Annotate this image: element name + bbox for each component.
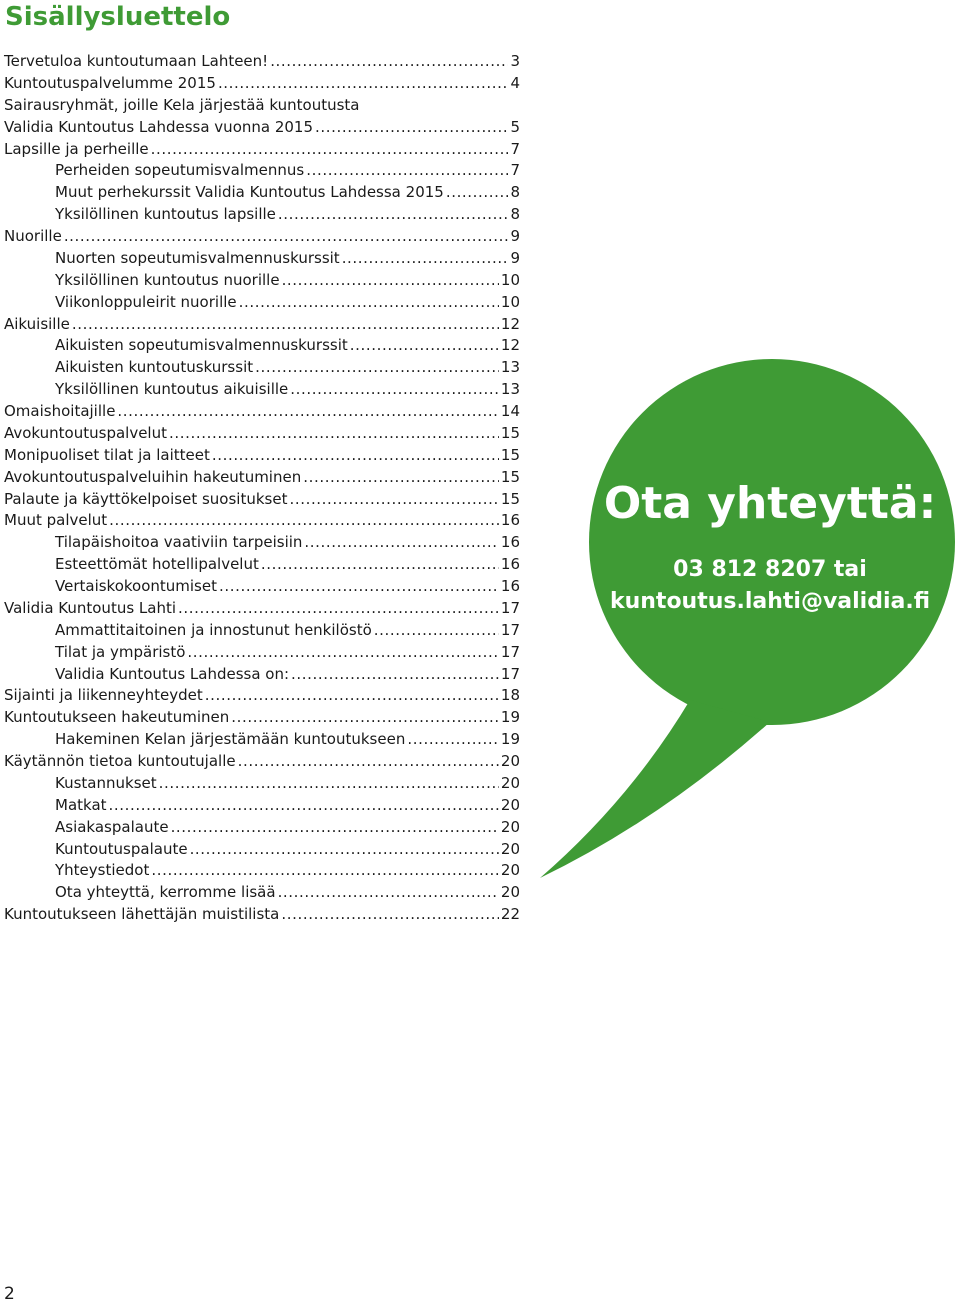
toc-entry-page: 16 xyxy=(500,533,520,552)
toc-entry-page: 13 xyxy=(500,380,520,399)
toc-entry-title: Kuntoutuspalaute xyxy=(55,839,188,858)
page-title: Sisällysluettelo xyxy=(5,2,231,32)
toc-entry-page: 9 xyxy=(510,227,520,245)
toc-entry-title: Kuntoutuspalvelumme 2015 xyxy=(4,73,216,92)
toc-entry-page: 9 xyxy=(510,248,520,267)
toc-entry-title: Tilat ja ympäristö xyxy=(55,642,186,661)
toc-entry-title: Esteettömät hotellipalvelut xyxy=(55,555,259,574)
toc-entry-title: Validia Kuntoutus Lahti xyxy=(4,598,177,617)
toc-entry-title: Muut perhekurssit Validia Kuntoutus Lahdessa 2015 xyxy=(55,183,444,202)
toc-entry-page: 16 xyxy=(500,577,520,595)
toc-entry-title: Yksilöllinen kuntoutus aikuisille xyxy=(55,380,289,399)
toc-entry-page: 20 xyxy=(500,839,520,858)
toc-entry-title: Aikuisille xyxy=(4,314,70,333)
toc-entry-page: 14 xyxy=(500,402,520,420)
toc-entry-title: Hakeminen Kelan järjestämään kuntoutukseen xyxy=(55,730,406,749)
toc-entry-page: 20 xyxy=(500,752,520,770)
toc-entry-page: 15 xyxy=(500,445,520,464)
toc-entry-page: 17 xyxy=(500,664,520,683)
toc-entry-page: 20 xyxy=(500,883,520,902)
contact-phone: 03 812 8207 tai xyxy=(673,557,867,582)
toc-entry-page: 20 xyxy=(500,861,520,880)
toc-entry-title: Palaute ja käyttökelpoiset suositukset xyxy=(4,489,288,508)
toc-entry-title: Yksilöllinen kuntoutus nuorille xyxy=(55,270,280,289)
toc-entry-title: Aikuisten kuntoutuskurssit xyxy=(55,358,254,377)
toc-entry-title: Tilapäishoitoa vaativiin tarpeisiin xyxy=(55,533,303,552)
toc-entry-title: Viikonloppuleirit nuorille xyxy=(55,292,237,311)
toc-entry-title: Vertaiskokoontumiset xyxy=(55,577,217,595)
toc-entry-page: 19 xyxy=(500,730,520,749)
toc-entry-page: 8 xyxy=(510,205,520,224)
toc-entry-title: Käytännön tietoa kuntoutujalle xyxy=(4,752,236,770)
toc-entry-page: 20 xyxy=(500,773,520,792)
toc-entry-title: Sijainti ja liikenneyhteydet xyxy=(4,686,203,705)
toc-entry-page: 17 xyxy=(500,620,520,639)
toc-entry-title: Monipuoliset tilat ja laitteet xyxy=(4,445,210,464)
toc-entry-page: 5 xyxy=(510,117,520,136)
toc-entry-title: Validia Kuntoutus Lahdessa vuonna 2015 xyxy=(4,117,314,136)
contact-heading: Ota yhteyttä: xyxy=(603,478,937,529)
speech-bubble-tail xyxy=(540,700,770,878)
toc-entry-title: Ammattitaitoinen ja innostunut henkilöstö xyxy=(55,620,372,639)
toc-entry-page: 13 xyxy=(500,358,520,377)
toc-entry-title: Matkat xyxy=(55,795,107,814)
toc-entry-page: 3 xyxy=(510,52,520,70)
toc-entry-title: Perheiden sopeutumisvalmennus xyxy=(55,161,305,180)
toc-entry-page: 16 xyxy=(500,511,520,530)
page-number: 2 xyxy=(4,1284,15,1304)
speech-bubble-circle xyxy=(589,359,955,725)
toc-entry-page: 15 xyxy=(500,467,520,486)
toc-entry-title: Kuntoutukseen lähettäjän muistilista xyxy=(4,905,280,924)
toc-entry-title: Nuorten sopeutumisvalmennuskurssit xyxy=(55,248,340,267)
toc-entry-page: 18 xyxy=(500,686,520,705)
toc-entry-title: Yhteystiedot xyxy=(55,861,150,880)
toc-entry-page: 15 xyxy=(500,489,520,508)
toc-entry-page: 15 xyxy=(500,423,520,442)
contact-email-link[interactable]: kuntoutus.lahti@validia.fi xyxy=(609,589,931,614)
toc-entry-title: Avokuntoutuspalveluihin hakeutuminen xyxy=(4,467,302,486)
toc-entry-title: Asiakaspalaute xyxy=(55,817,169,836)
toc-entry-page: 8 xyxy=(510,183,520,202)
toc-entry-title: Yksilöllinen kuntoutus lapsille xyxy=(55,205,276,224)
toc-entry-title: Kustannukset xyxy=(55,773,157,792)
toc-entry-page: 16 xyxy=(500,555,520,574)
toc-entry-title: Kuntoutukseen hakeutuminen xyxy=(4,708,230,727)
toc-entry-page: 10 xyxy=(500,292,520,311)
toc-entry-page: 17 xyxy=(500,598,520,617)
toc-entry-title: Lapsille ja perheille xyxy=(4,139,149,158)
toc-entry-title: Sairausryhmät, joille Kela järjestää kuntoutusta xyxy=(4,95,360,114)
toc-entry-page: 12 xyxy=(500,336,520,355)
toc-entry-page: 17 xyxy=(500,642,520,661)
toc-entry-title: Avokuntoutuspalvelut xyxy=(4,423,167,442)
toc-entry-page: 22 xyxy=(500,905,520,924)
toc-entry-page: 12 xyxy=(500,314,520,333)
toc-entry-page: 20 xyxy=(500,795,520,814)
toc-entry-page: 20 xyxy=(500,817,520,836)
toc-entry-title: Tervetuloa kuntoutumaan Lahteen! xyxy=(4,52,269,70)
toc-entry-title: Validia Kuntoutus Lahdessa on: xyxy=(55,664,290,683)
toc-entry-title: Omaishoitajille xyxy=(4,402,116,420)
toc-entry-page: 4 xyxy=(510,73,520,92)
toc-entry-title: Muut palvelut xyxy=(4,511,108,530)
toc-entry-page: 7 xyxy=(510,139,520,158)
toc-entry-title: Aikuisten sopeutumisvalmennuskurssit xyxy=(55,336,348,355)
toc-entry-page: 7 xyxy=(510,161,520,180)
toc-entry-page: 10 xyxy=(500,270,520,289)
toc-entry-page: 19 xyxy=(500,708,520,727)
toc-entry-title: Nuorille xyxy=(4,227,62,245)
toc-entry-title: Ota yhteyttä, kerromme lisää xyxy=(55,883,276,902)
